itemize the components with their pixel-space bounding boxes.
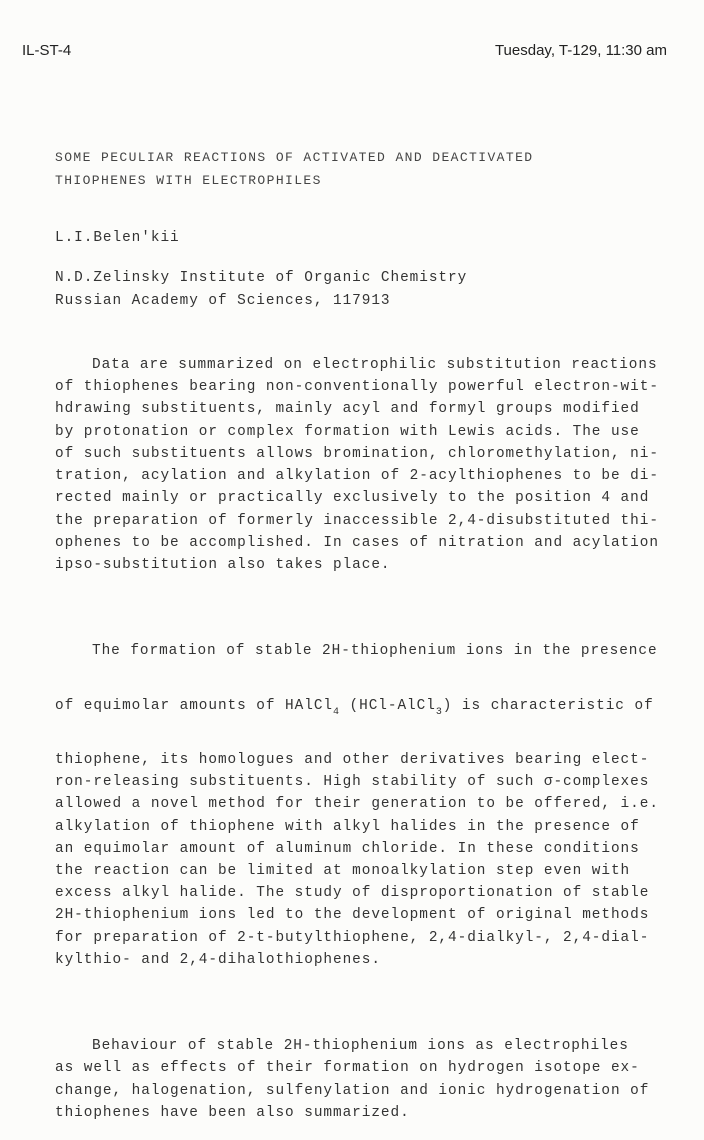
abstract-body: [55, 322, 665, 1140]
title-line-1: SOME PECULIAR REACTIONS OF ACTIVATED AND DEACTIVATED: [55, 150, 534, 165]
text-line: change, halogenation, sulfenylation and ionic hydrogenation of: [55, 1082, 650, 1099]
text-line: excess alkyl halide. The study of disproportionation of stable: [55, 885, 650, 902]
text-line: an equimolar amount of aluminum chloride. In these conditions: [55, 840, 640, 857]
text-line: ron-releasing substituents. High stability of such σ-complexes: [55, 774, 650, 791]
paragraph-1: [55, 354, 665, 576]
text-line: The formation of stable 2H-thiophenium ions in the presence: [92, 643, 658, 660]
author: L.I.Belen'kii: [55, 230, 180, 246]
text: ) is characteristic of: [442, 697, 654, 714]
text-line: hdrawing substituents, mainly acyl and formyl groups modified: [55, 401, 640, 418]
text-line: ophenes to be accomplished. In cases of nitration and acylation: [55, 534, 659, 551]
text-line: of such substituents allows bromination, chloromethylation, ni-: [55, 445, 659, 462]
text-line: the reaction can be limited at monoalkylation step even with: [55, 862, 631, 879]
text-line-formula: [55, 695, 665, 717]
text-line: Behaviour of stable 2H-thiophenium ions as electrophiles: [92, 1038, 629, 1055]
text-line: allowed a novel method for their generation to be offered, i.e.: [55, 796, 659, 813]
affiliation-line-1: N.D.Zelinsky Institute of Organic Chemistry: [55, 270, 468, 286]
text-line: the preparation of formerly inaccessible 2,4-disubstituted thi-: [55, 512, 659, 529]
paragraph-3: [55, 1035, 665, 1124]
text-line: 2H-thiophenium ions led to the development of original methods: [55, 907, 650, 924]
text-line: thiophene, its homologues and other derivatives bearing elect-: [55, 751, 650, 768]
text-line: tration, acylation and alkylation of 2-acylthiophenes to be di-: [55, 468, 659, 485]
text-line: alkylation of thiophene with alkyl halides in the presence of: [55, 818, 640, 835]
text-line: thiophenes have been also summarized.: [55, 1104, 410, 1121]
text-line: kylthio- and 2,4-dihalothiophenes.: [55, 951, 381, 968]
text-line: ipso-substitution also takes place.: [55, 557, 391, 574]
text-line: for preparation of 2-t-butylthiophene, 2,4-dialkyl-, 2,4-dial-: [55, 929, 650, 946]
text: (HCl-AlCl: [339, 697, 436, 714]
paragraph-2: [55, 608, 665, 1003]
affiliation-line-2: Russian Academy of Sciences, 117913: [55, 293, 391, 309]
text-line: of thiophenes bearing non-conventionally powerful electron-wit-: [55, 379, 659, 396]
subscript: 3: [435, 706, 443, 718]
text-line: rected mainly or practically exclusively to the position 4 and: [55, 490, 650, 507]
title-line-2: THIOPHENES WITH ELECTROPHILES: [55, 173, 322, 188]
subscript: 4: [333, 706, 340, 718]
text-line: Data are summarized on electrophilic substitution reactions: [92, 357, 658, 373]
session-info: Tuesday, T-129, 11:30 am: [494, 42, 667, 59]
text-line: as well as effects of their formation on hydrogen isotope ex-: [55, 1060, 640, 1077]
text-line: by protonation or complex formation with Lewis acids. The use: [55, 423, 640, 440]
text: of equimolar amounts of HAlCl: [55, 697, 333, 714]
abstract-code: IL-ST-4: [22, 42, 72, 59]
